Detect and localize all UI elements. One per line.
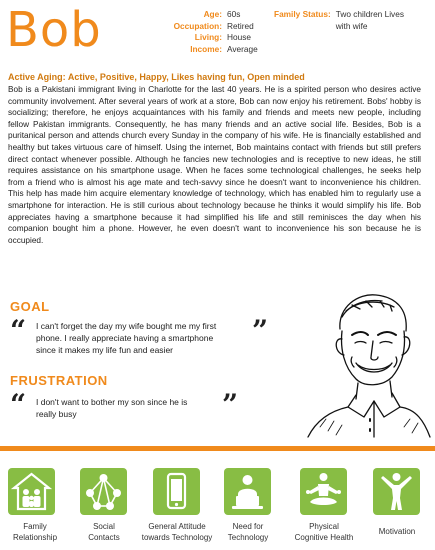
goal-title: GOAL	[10, 299, 50, 314]
family-status-label: Family Status:	[274, 9, 331, 19]
icon-label-line: Physical	[309, 522, 339, 531]
goal-line: since it makes my life fun and easier	[36, 345, 174, 356]
icon-label-line: Motivation	[378, 527, 416, 536]
bio-text: Bob is a Pakistani immigrant living in Charlotte for the last 40 years. He is a spirited person who desires active community involvement. After several years of work at a store, Bob can now enjoy his retirement. Bobs' hobby is socializing; therefore, he enjoys acquaintances with his family and friends and meets new people, including fellow Pakistan immigrants. Consequently, he has many friends and an active social life. Besides, Bob is a puritanical person and attends church every Sunday in the company of his wife. He is financially established and healthy but takes virtuous care of himself. Using the internet, Bob maintains contact with friends but still prefers direct contact whenever possible. Although he fancies new technologies and is receptive to new ideas, he still requires assistance on his smartphone usage. When he faces some technological challenges, he seeks help from a friend who is almost his age mate and tech-savvy since he doesn't want to inconvenience his children. This help has made him acquire elementary knowledge of technology, which has enabled him to regularly use a smartphone for interaction. He is still curious about technology because he thinks it would simplify his life. Bob appreciates having a smartphone because it had simplified his life and still reminisces the day when his companion bought him a phone. However, he even doesn't want to inconvenience his son because he is occupied.	[8, 85, 421, 245]
open-quote-icon: “	[10, 314, 27, 347]
frustration-quote	[36, 396, 187, 420]
open-quote-icon: “	[10, 388, 27, 421]
laptop-user-icon	[224, 468, 271, 515]
info-row-occupation	[155, 21, 258, 33]
info-label: Occupation:	[173, 20, 222, 31]
portrait-sketch	[300, 287, 432, 439]
bio-heading: Active Aging: Active, Positive, Happy, Likes having fun, Open minded	[8, 72, 305, 82]
icon-label-line: towards Technology	[141, 532, 213, 542]
info-label: Living:	[194, 32, 222, 42]
family-status	[274, 9, 408, 32]
icon-label-line: General Attitude	[148, 522, 206, 531]
info-value: 60s	[227, 9, 241, 19]
info-row-living	[155, 32, 258, 44]
frustration-line: I don't want to bother my son since he is	[36, 397, 188, 407]
meditation-icon	[300, 468, 347, 515]
goal-line: phone. I really appreciate having a smartphone	[36, 333, 214, 344]
social-contacts-icon	[80, 468, 127, 515]
family-status-value: Two children Lives with wife	[335, 9, 404, 31]
icon-label-line: Family	[23, 522, 47, 531]
close-quote-icon: ”	[252, 314, 269, 347]
frustration-line: really busy	[36, 409, 77, 420]
icon-label-line: Relationship	[12, 532, 58, 542]
icon-label-line: Contacts	[88, 532, 120, 542]
icon-label-line: Cognitive Health	[294, 532, 354, 542]
motivation-icon	[373, 468, 420, 515]
info-row-family-status	[274, 9, 408, 32]
frustration-title: FRUSTRATION	[10, 373, 108, 388]
info-value: House	[227, 32, 251, 42]
icon-label-line: Social	[93, 522, 115, 531]
smartphone-icon	[153, 468, 200, 515]
goal-line: I can't forget the day my wife bought me my first	[36, 321, 217, 331]
persona-info	[155, 9, 258, 55]
info-row-income	[155, 44, 258, 56]
section-divider	[0, 446, 435, 451]
family-icon	[8, 468, 55, 515]
close-quote-icon: ”	[222, 388, 239, 421]
info-row-age	[155, 9, 258, 21]
icon-label-line: Need for	[232, 522, 264, 531]
info-value: Retired	[227, 20, 254, 31]
info-label: Age:	[203, 9, 222, 19]
info-value: Average	[227, 43, 258, 54]
goal-quote	[36, 320, 216, 357]
persona-name: Bob	[6, 2, 102, 58]
info-label: Income:	[190, 43, 222, 54]
icon-label-line: Technology	[227, 532, 269, 542]
icon-label	[352, 527, 435, 538]
